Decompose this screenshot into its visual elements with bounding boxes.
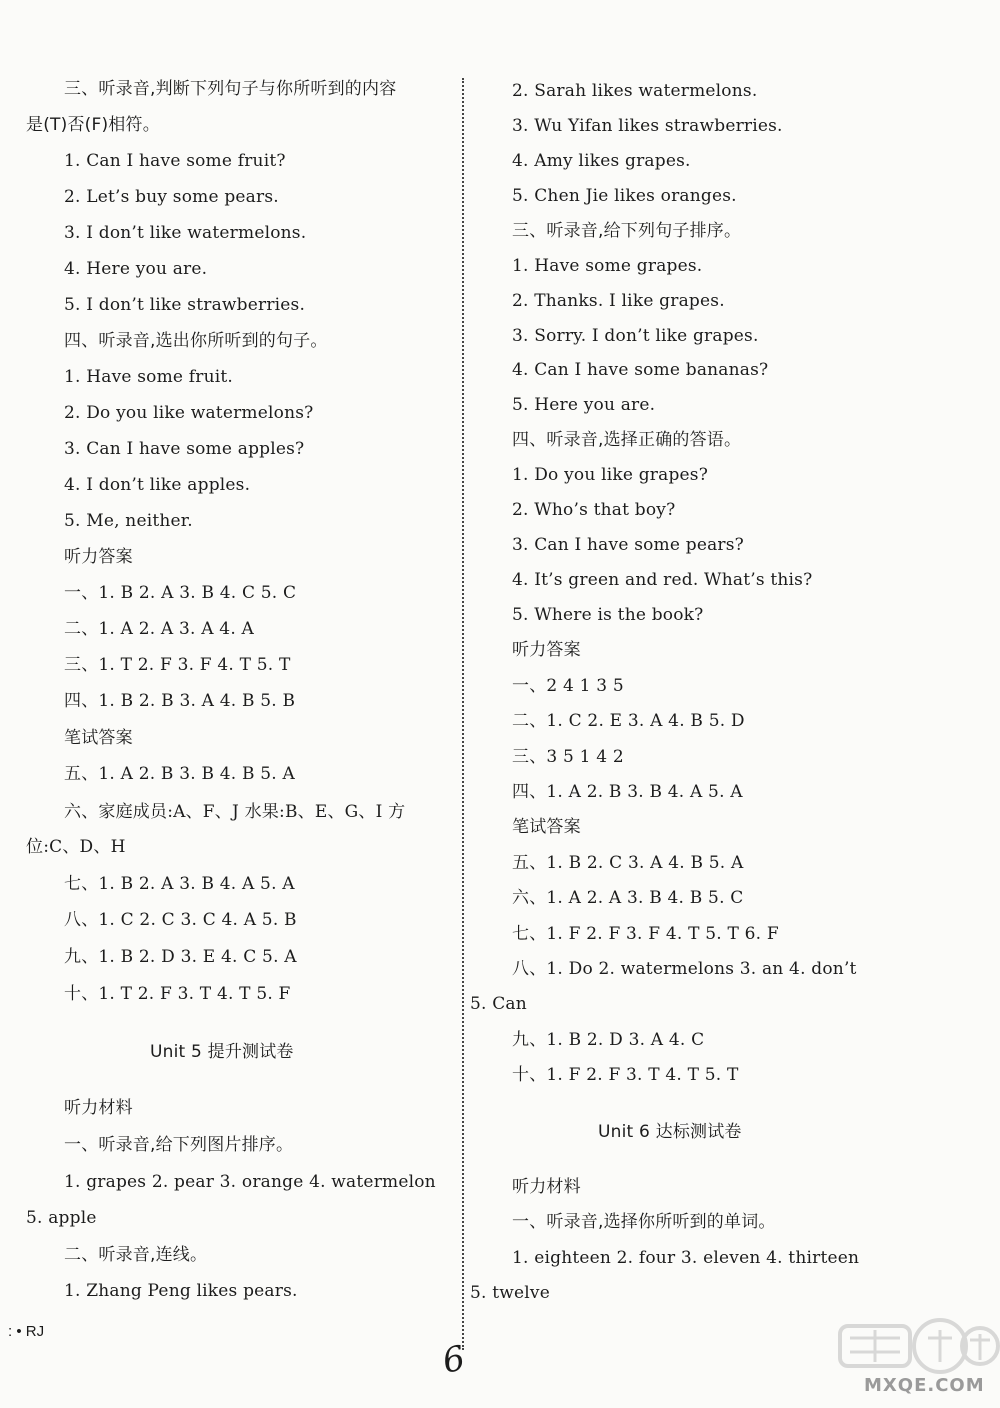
text-line: 2. Let’s buy some pears. — [64, 187, 279, 207]
unit-title: Unit 6 达标测试卷 — [598, 1122, 742, 1142]
section-heading-cont: 是(T)否(F)相符。 — [26, 115, 160, 135]
text-line: 2. Sarah likes watermelons. — [512, 81, 758, 101]
text-line: 4. I don’t like apples. — [64, 475, 251, 495]
answer-heading: 听力答案 — [64, 547, 133, 567]
text-line: 4. Can I have some bananas? — [512, 360, 769, 380]
answer-line: 八、1. Do 2. watermelons 3. an 4. don’t — [512, 959, 857, 979]
text-line: 4. Here you are. — [64, 259, 208, 279]
section-heading: 四、听录音,选择正确的答语。 — [512, 430, 742, 450]
material-heading: 听力材料 — [512, 1177, 581, 1197]
text-line: 3. Sorry. I don’t like grapes. — [512, 326, 759, 346]
text-line: 5. Me, neither. — [64, 511, 193, 531]
answer-line: 一、2 4 1 3 5 — [512, 676, 624, 696]
section-heading: 二、听录音,连线。 — [64, 1245, 208, 1265]
answer-line: 六、家庭成员:A、F、J 水果:B、E、G、I 方 — [64, 802, 406, 822]
text-line: 2. Thanks. I like grapes. — [512, 291, 725, 311]
answer-line-cont: 5. Can — [470, 994, 527, 1014]
text-line: 1. Have some grapes. — [512, 256, 703, 276]
answer-line: 一、1. B 2. A 3. B 4. C 5. C — [64, 583, 297, 603]
text-line: 3. I don’t like watermelons. — [64, 223, 307, 243]
answer-line: 七、1. F 2. F 3. F 4. T 5. T 6. F — [512, 924, 779, 944]
text-line: 3. Wu Yifan likes strawberries. — [512, 116, 783, 136]
answer-line: 十、1. F 2. F 3. T 4. T 5. T — [512, 1065, 739, 1085]
text-line: 1. Zhang Peng likes pears. — [64, 1281, 298, 1301]
footer-dots: : • — [8, 1323, 26, 1340]
answer-line: 六、1. A 2. A 3. B 4. B 5. C — [512, 888, 744, 908]
text-line: 4. It’s green and red. What’s this? — [512, 570, 813, 590]
text-line: 1. grapes 2. pear 3. orange 4. watermelon — [64, 1172, 436, 1192]
text-line: 5. I don’t like strawberries. — [64, 295, 306, 315]
section-heading: 一、听录音,给下列图片排序。 — [64, 1135, 294, 1155]
answer-line: 八、1. C 2. C 3. C 4. A 5. B — [64, 910, 297, 930]
footer-code-text: RJ — [25, 1323, 45, 1340]
text-line: 5. Where is the book? — [512, 605, 704, 625]
text-line: 2. Who’s that boy? — [512, 500, 676, 520]
section-heading: 三、听录音,给下列句子排序。 — [512, 221, 742, 241]
answer-line: 三、1. T 2. F 3. F 4. T 5. T — [64, 655, 291, 675]
answer-line: 四、1. A 2. B 3. B 4. A 5. A — [512, 782, 743, 802]
answer-line: 五、1. B 2. C 3. A 4. B 5. A — [512, 853, 744, 873]
column-divider — [462, 78, 464, 1350]
answer-line: 九、1. B 2. D 3. E 4. C 5. A — [64, 947, 297, 967]
answer-heading: 笔试答案 — [512, 817, 581, 837]
text-line-cont: 5. apple — [26, 1208, 97, 1228]
page-number: 6 — [439, 1338, 469, 1382]
text-line: 1. Can I have some fruit? — [64, 151, 286, 171]
footer-edition-code — [8, 1323, 44, 1340]
answer-line: 九、1. B 2. D 3. A 4. C — [512, 1030, 705, 1050]
answer-line: 七、1. B 2. A 3. B 4. A 5. A — [64, 874, 295, 894]
section-heading: 四、听录音,选出你所听到的句子。 — [64, 331, 328, 351]
answer-line-cont: 位:C、D、H — [26, 837, 126, 857]
unit-title: Unit 5 提升测试卷 — [150, 1042, 294, 1062]
answer-line: 二、1. A 2. A 3. A 4. A — [64, 619, 255, 639]
text-line: 4. Amy likes grapes. — [512, 151, 691, 171]
answer-line: 二、1. C 2. E 3. A 4. B 5. D — [512, 711, 745, 731]
text-line: 1. eighteen 2. four 3. eleven 4. thirteen — [512, 1248, 860, 1268]
text-line: 3. Can I have some pears? — [512, 535, 744, 555]
text-line: 1. Have some fruit. — [64, 367, 234, 387]
answer-line: 三、3 5 1 4 2 — [512, 747, 624, 767]
answer-heading: 笔试答案 — [64, 728, 133, 748]
answer-line: 四、1. B 2. B 3. A 4. B 5. B — [64, 691, 296, 711]
text-line: 2. Do you like watermelons? — [64, 403, 314, 423]
answer-heading: 听力答案 — [512, 640, 581, 660]
section-heading: 三、听录音,判断下列句子与你所听到的内容 — [64, 79, 397, 99]
text-line: 3. Can I have some apples? — [64, 439, 305, 459]
answer-line: 五、1. A 2. B 3. B 4. B 5. A — [64, 764, 295, 784]
text-line-cont: 5. twelve — [470, 1283, 550, 1303]
text-line: 5. Chen Jie likes oranges. — [512, 186, 737, 206]
material-heading: 听力材料 — [64, 1098, 133, 1118]
answer-line: 十、1. T 2. F 3. T 4. T 5. F — [64, 984, 291, 1004]
watermark-text: MXQE.COM — [864, 1375, 985, 1396]
text-line: 5. Here you are. — [512, 395, 656, 415]
section-heading: 一、听录音,选择你所听到的单词。 — [512, 1212, 776, 1232]
text-line: 1. Do you like grapes? — [512, 465, 709, 485]
